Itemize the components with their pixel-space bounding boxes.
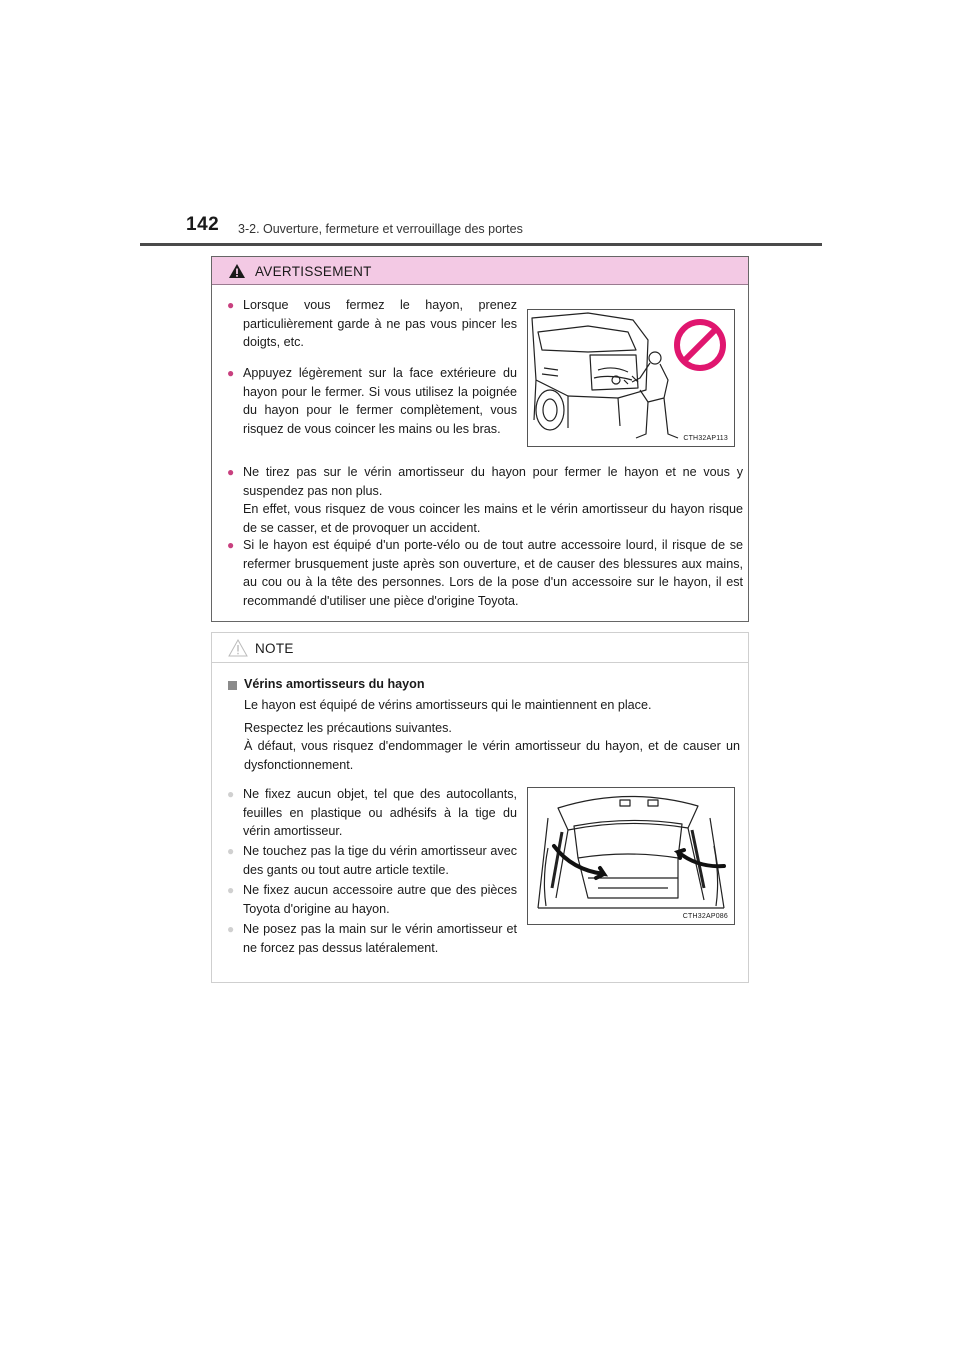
note-item: ● Ne posez pas la main sur le vérin amortisseur et ne forcez pas dessus latéralement. <box>227 922 517 955</box>
open-tailgate-icon <box>528 788 734 924</box>
bullet-icon: ● <box>227 538 235 552</box>
note-item: ● Ne fixez aucun objet, tel que des autocollants, feuilles en plastique ou adhésifs à la tige du vérin amortisseur. <box>227 787 517 838</box>
note-item: ● Ne fixez aucun accessoire autre que des pièces Toyota d'origine au hayon. <box>227 883 517 916</box>
note-paragraph: À défaut, vous risquez d'endommager le vérin amortisseur du hayon, et de causer un dysfonctionnement. <box>244 739 740 772</box>
warning-item: ● Appuyez légèrement sur la face extérieure du hayon pour le fermer. Si vous utilisez la poignée du hayon pour le fermer complètement, vous risquez de vous coincer les mains ou les bras. <box>227 366 517 436</box>
bullet-icon: ● <box>227 922 235 936</box>
tailgate-closing-illustration <box>527 309 735 447</box>
note-item: ● Ne touchez pas la tige du vérin amortisseur avec des gants ou tout autre article textile. <box>227 844 517 877</box>
warning-item: ● Ne tirez pas sur le vérin amortisseur du hayon pour fermer le hayon et ne vous y suspendez pas non plus. En effet, vous risquez de vous coincer les mains et le vérin amortisseur du hayon risque de se casser, et de provoquer un accident. <box>227 465 743 535</box>
square-bullet-icon <box>228 681 237 690</box>
warning-item: ● Si le hayon est équipé d'un porte-vélo ou de tout autre accessoire lourd, il risque de se refermer brusquement juste après son ouverture, et de causer des blessures aux mains, au cou ou à la tête des personnes. Lors de la pose d'un accessoire sur le hayon, il est recommandé d'utiliser une pièce d'origine Toyota. <box>227 538 743 608</box>
bullet-icon: ● <box>227 366 235 380</box>
warning-header <box>212 257 748 285</box>
bullet-icon: ● <box>227 465 235 479</box>
bullet-icon: ● <box>227 844 235 858</box>
header-rule <box>140 243 822 246</box>
warning-box <box>211 256 749 622</box>
warning-item: ● Lorsque vous fermez le hayon, prenez particulièrement garde à ne pas vous pincer les doigts, etc. <box>227 298 517 349</box>
bullet-icon: ● <box>227 298 235 312</box>
section-title: 3-2. Ouverture, fermeture et verrouillage des portes <box>238 222 523 236</box>
car-rear-icon <box>528 310 734 446</box>
tailgate-struts-illustration <box>527 787 735 925</box>
warning-title: AVERTISSEMENT <box>255 264 372 279</box>
bullet-icon: ● <box>227 787 235 801</box>
warning-icon <box>228 263 246 279</box>
note-paragraph: Respectez les précautions suivantes. <box>244 721 452 735</box>
caution-icon <box>228 639 248 657</box>
bullet-icon: ● <box>227 883 235 897</box>
note-box <box>211 632 749 983</box>
note-heading: Vérins amortisseurs du hayon <box>244 677 425 691</box>
note-title: NOTE <box>255 641 294 656</box>
note-paragraph: Le hayon est équipé de vérins amortisseurs qui le maintiennent en place. <box>244 698 652 712</box>
illustration-code: CTH32AP113 <box>683 435 728 442</box>
illustration-code: CTH32AP086 <box>682 913 728 920</box>
note-header <box>212 633 748 663</box>
page-number: 142 <box>186 214 220 235</box>
